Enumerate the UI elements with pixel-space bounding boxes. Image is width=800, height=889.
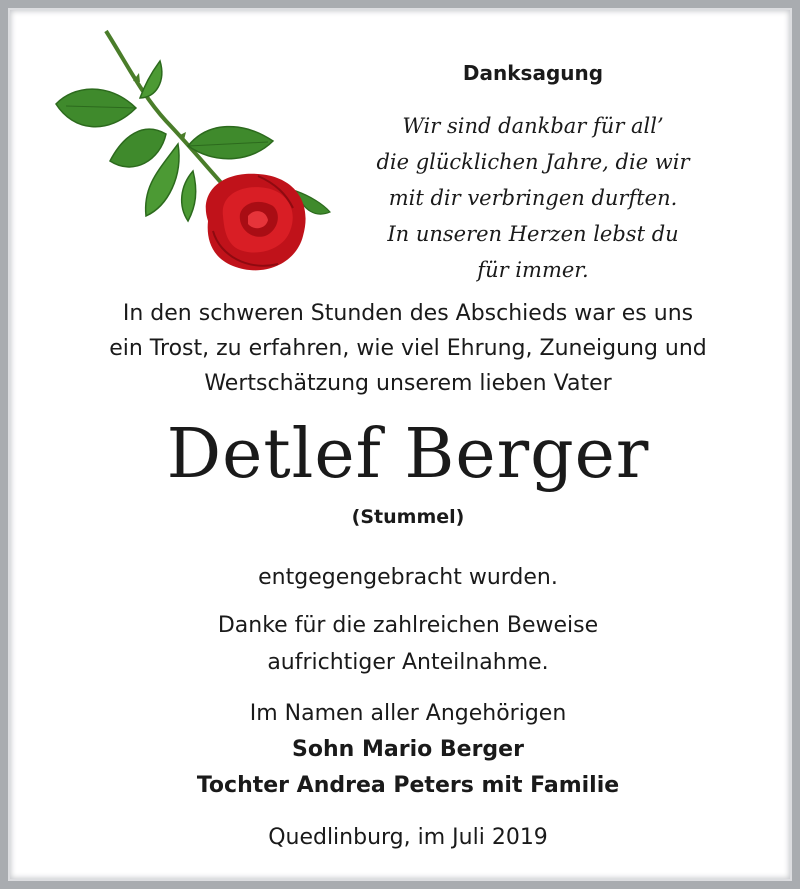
intro-line: In den schweren Stunden des Abschieds war es uns [122,301,694,326]
poem-line: die glücklichen Jahre, die wir [376,150,690,174]
received-text: entgegengebracht wurden. [258,565,558,590]
place-date: Quedlinburg, im Juli 2019 [268,825,548,850]
thanks-line: aufrichtiger Anteilnahme. [267,650,549,675]
poem-line: In unseren Herzen lebst du [387,222,679,246]
poem [328,108,738,288]
intro-line: Wertschätzung unserem lieben Vater [204,371,612,396]
poem-line: mit dir verbringen durften. [388,186,678,210]
notice-heading: Danksagung [462,61,604,85]
signer-name: Tochter Andrea Peters mit Familie [196,773,620,798]
deceased-nickname: (Stummel) [351,506,465,528]
poem-line: Wir sind dankbar für all’ [402,114,664,138]
thanks-line: Danke für die zahlreichen Beweise [217,613,599,638]
intro-line: ein Trost, zu erfahren, wie viel Ehrung, Zuneigung und [109,336,707,361]
intro-paragraph [38,296,778,401]
on-behalf-text: Im Namen aller Angehörigen [249,701,567,726]
poem-line: für immer. [477,258,589,282]
rose-icon [48,26,338,286]
signer-name: Sohn Mario Berger [292,737,524,762]
deceased-name: Detlef Berger [166,415,650,494]
